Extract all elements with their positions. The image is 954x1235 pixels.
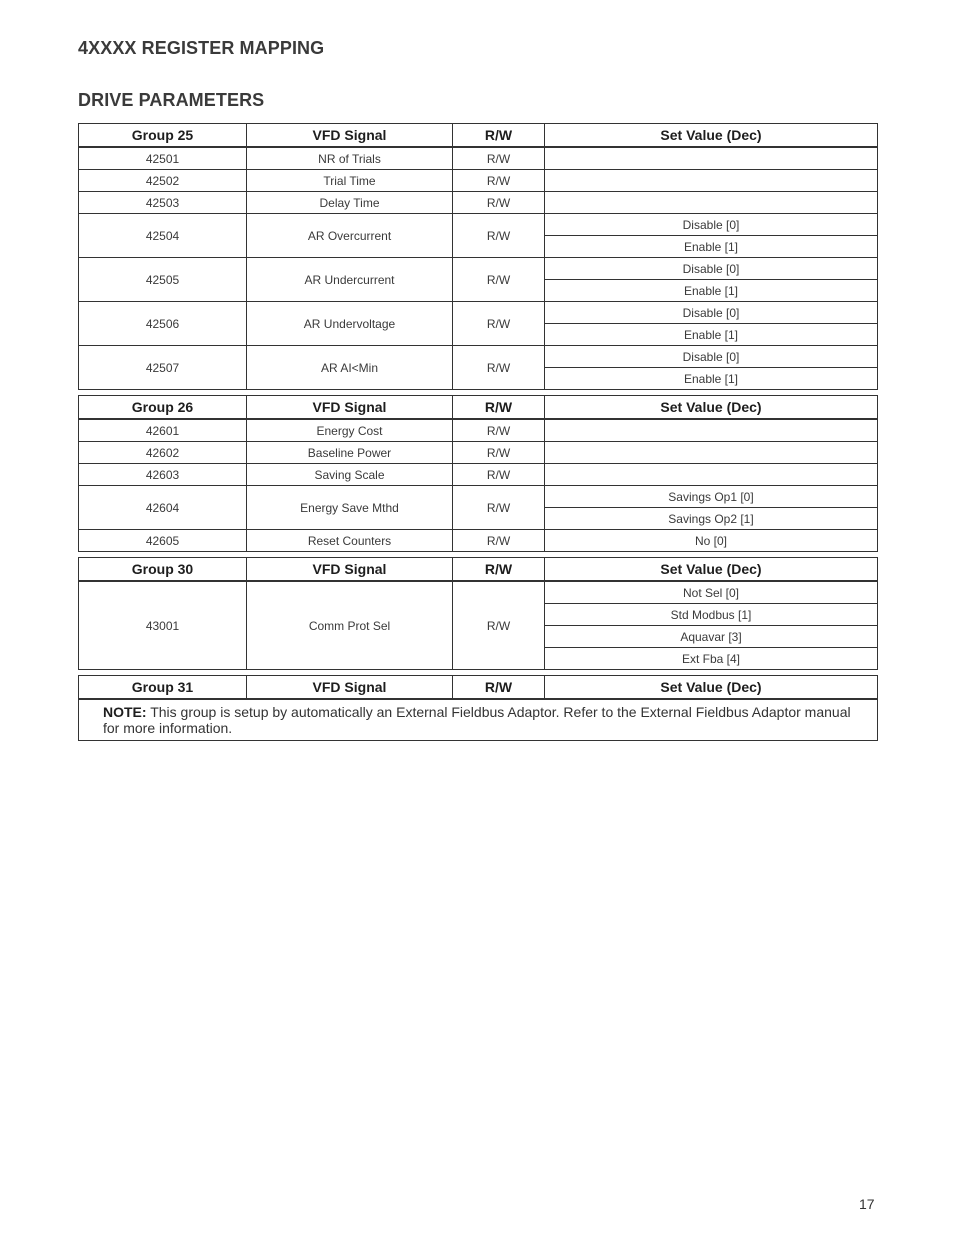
page-number: 17 xyxy=(859,1196,875,1212)
rw-header: R/W xyxy=(453,124,545,148)
value-cell: Savings Op2 [1] xyxy=(545,508,878,530)
rw-cell: R/W xyxy=(453,346,545,390)
vfd-signal-header: VFD Signal xyxy=(247,396,453,420)
rw-cell: R/W xyxy=(453,192,545,214)
set-value-header: Set Value (Dec) xyxy=(545,676,878,700)
rw-header: R/W xyxy=(453,396,545,420)
value-cell xyxy=(545,442,878,464)
group-header: Group 26 xyxy=(79,396,247,420)
value-cell xyxy=(545,192,878,214)
vfd-signal-header: VFD Signal xyxy=(247,676,453,700)
table-row xyxy=(79,170,878,192)
register-cell: 42502 xyxy=(79,170,247,192)
value-cell xyxy=(545,464,878,486)
rw-cell: R/W xyxy=(453,464,545,486)
register-cell: 42603 xyxy=(79,464,247,486)
signal-cell: AR AI<Min xyxy=(247,346,453,390)
table-row xyxy=(79,419,878,442)
table-header-row xyxy=(79,676,878,700)
rw-header: R/W xyxy=(453,558,545,582)
note-text: This group is setup by automatically an External Fieldbus Adaptor. Refer to the External Fieldbus Adaptor manual for more information. xyxy=(103,704,851,736)
signal-cell: AR Undervoltage xyxy=(247,302,453,346)
table-row xyxy=(79,530,878,552)
set-value-header: Set Value (Dec) xyxy=(545,558,878,582)
register-cell: 42604 xyxy=(79,486,247,530)
rw-cell: R/W xyxy=(453,302,545,346)
register-cell: 42602 xyxy=(79,442,247,464)
register-cell: 42605 xyxy=(79,530,247,552)
table-header-row xyxy=(79,124,878,148)
signal-cell: Reset Counters xyxy=(247,530,453,552)
value-cell: Disable [0] xyxy=(545,258,878,280)
value-cell: Not Sel [0] xyxy=(545,581,878,604)
note-label: NOTE: xyxy=(103,704,147,720)
group-30-table xyxy=(78,557,878,670)
signal-cell: Trial Time xyxy=(247,170,453,192)
rw-header: R/W xyxy=(453,676,545,700)
signal-cell: Energy Cost xyxy=(247,419,453,442)
signal-cell: AR Undercurrent xyxy=(247,258,453,302)
table-row xyxy=(79,214,878,236)
rw-cell: R/W xyxy=(453,419,545,442)
set-value-header: Set Value (Dec) xyxy=(545,124,878,148)
register-cell: 42504 xyxy=(79,214,247,258)
page-title: 4XXXX REGISTER MAPPING xyxy=(78,38,325,58)
rw-cell: R/W xyxy=(453,442,545,464)
signal-cell: Comm Prot Sel xyxy=(247,581,453,670)
value-cell: No [0] xyxy=(545,530,878,552)
rw-cell: R/W xyxy=(453,581,545,670)
rw-cell: R/W xyxy=(453,170,545,192)
value-cell xyxy=(545,419,878,442)
vfd-signal-header: VFD Signal xyxy=(247,558,453,582)
section-title: DRIVE PARAMETERS xyxy=(78,90,265,110)
group-31-table xyxy=(78,675,878,741)
register-cell: 42505 xyxy=(79,258,247,302)
value-cell: Enable [1] xyxy=(545,280,878,302)
note-row xyxy=(79,699,878,741)
table-row xyxy=(79,346,878,368)
table-header-row xyxy=(79,396,878,420)
set-value-header: Set Value (Dec) xyxy=(545,396,878,420)
register-cell: 42501 xyxy=(79,147,247,170)
signal-cell: Saving Scale xyxy=(247,464,453,486)
value-cell: Ext Fba [4] xyxy=(545,648,878,670)
table-row xyxy=(79,486,878,508)
signal-cell: AR Overcurrent xyxy=(247,214,453,258)
note-cell xyxy=(79,699,878,741)
register-cell: 42507 xyxy=(79,346,247,390)
rw-cell: R/W xyxy=(453,214,545,258)
value-cell: Enable [1] xyxy=(545,324,878,346)
group-25-table xyxy=(78,123,878,390)
vfd-signal-header: VFD Signal xyxy=(247,124,453,148)
value-cell: Aquavar [3] xyxy=(545,626,878,648)
value-cell: Disable [0] xyxy=(545,346,878,368)
rw-cell: R/W xyxy=(453,258,545,302)
rw-cell: R/W xyxy=(453,530,545,552)
value-cell xyxy=(545,147,878,170)
register-cell: 42503 xyxy=(79,192,247,214)
value-cell xyxy=(545,170,878,192)
table-row xyxy=(79,258,878,280)
rw-cell: R/W xyxy=(453,147,545,170)
signal-cell: Delay Time xyxy=(247,192,453,214)
table-row xyxy=(79,581,878,604)
signal-cell: Energy Save Mthd xyxy=(247,486,453,530)
table-row xyxy=(79,464,878,486)
value-cell: Savings Op1 [0] xyxy=(545,486,878,508)
register-cell: 42506 xyxy=(79,302,247,346)
register-cell: 42601 xyxy=(79,419,247,442)
group-header: Group 25 xyxy=(79,124,247,148)
register-cell: 43001 xyxy=(79,581,247,670)
value-cell: Disable [0] xyxy=(545,214,878,236)
group-26-table xyxy=(78,395,878,552)
table-row xyxy=(79,302,878,324)
group-header: Group 30 xyxy=(79,558,247,582)
signal-cell: Baseline Power xyxy=(247,442,453,464)
table-header-row xyxy=(79,558,878,582)
value-cell: Std Modbus [1] xyxy=(545,604,878,626)
signal-cell: NR of Trials xyxy=(247,147,453,170)
value-cell: Enable [1] xyxy=(545,236,878,258)
group-header: Group 31 xyxy=(79,676,247,700)
rw-cell: R/W xyxy=(453,486,545,530)
table-row xyxy=(79,192,878,214)
value-cell: Disable [0] xyxy=(545,302,878,324)
value-cell: Enable [1] xyxy=(545,368,878,390)
table-row xyxy=(79,442,878,464)
table-row xyxy=(79,147,878,170)
